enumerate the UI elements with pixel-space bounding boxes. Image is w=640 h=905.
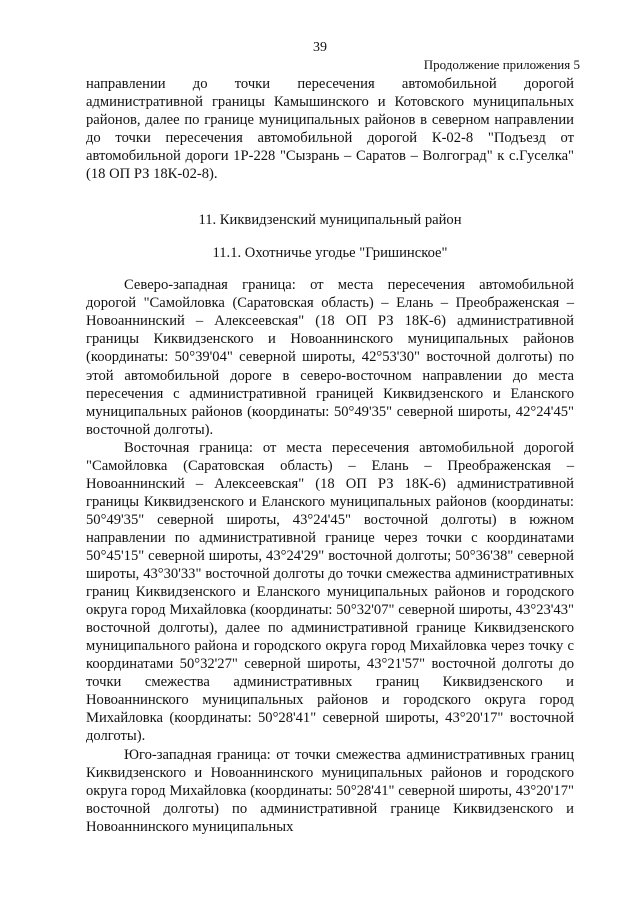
southwest-border-paragraph: Юго-западная граница: от точки смежества административных границ Киквидзенского и Новоаннинского муниципальных районов и городского округа город Михайловка (координаты: 50°28'41" северной широты, 43°20'17" восточной долготы) по административной границе Киквидзенского и Новоаннинского муниципальных bbox=[86, 746, 574, 835]
document-body bbox=[86, 75, 574, 836]
page-number: 39 bbox=[313, 40, 327, 55]
subsection-heading: 11.1. Охотничье угодье "Гришинское" bbox=[212, 245, 448, 262]
northwest-border-paragraph: Северо-западная граница: от места пересечения автомобильной дорогой "Самойловка (Саратовская область) – Елань – Преображенская – Новоаннинский – Алексеевская" (18 ОП РЗ 18К-6) административной границы Киквидзенского и Новоаннинского муниципальных районов (координаты: 50°39'04" северной широты, 42°53'30" восточной долготы) по этой автомобильной дороге в северо-восточном направлении до места пересечения с административной границей Киквидзенского и Еланского муниципальных районов (координаты: 50°49'35" северной широты, 42°24'45" восточной долготы). bbox=[86, 277, 574, 438]
appendix-continuation-label: Продолжение приложения 5 bbox=[423, 57, 580, 72]
section-heading: 11. Киквидзенский муниципальный район bbox=[198, 212, 462, 229]
east-border-paragraph: Восточная граница: от места пересечения автомобильной дорогой "Самойловка (Саратовская область) – Елань – Преображенская – Новоаннинский – Алексеевская" (18 ОП РЗ 18К-6) административной границы Киквидзенского и Еланского муниципальных районов (координаты: 50°49'35" северной широты, 43°24'45" восточной долготы) в южном направлении по административной границе через точки с координатами 50°45'15" северной широты, 43°24'29" восточной долготы; 50°36'38" северной широты, 43°30'33" восточной долготы до точки смежества административных границ Киквидзенского и Еланского муниципальных районов и городского округа город Михайловка (координаты: 50°32'07" северной широты, 43°23'43" восточной долготы), далее по административной границе Киквидзенского муниципального района и городского округа город Михайловка через точку с координатами 50°32'27" северной широты, 43°21'57" восточной долготы до точки смежества административных границ Киквидзенского и Новоаннинского муниципальных районов и городского округа город Михайловка (координаты: 50°28'41" северной широты, 43°20'17" восточной долготы). bbox=[86, 439, 574, 745]
intro-paragraph: направлении до точки пересечения автомобильной дорогой административной границы Камышинского и Котовского муниципальных районов, далее по границе муниципальных районов в северном направлении до точки пересечения автомобильной дорогой К-02-8 "Подъезд от автомобильной дороги 1Р-228 "Сызрань – Саратов – Волгоград" к с.Гуселка" (18 ОП РЗ 18К-02-8). bbox=[86, 76, 574, 183]
